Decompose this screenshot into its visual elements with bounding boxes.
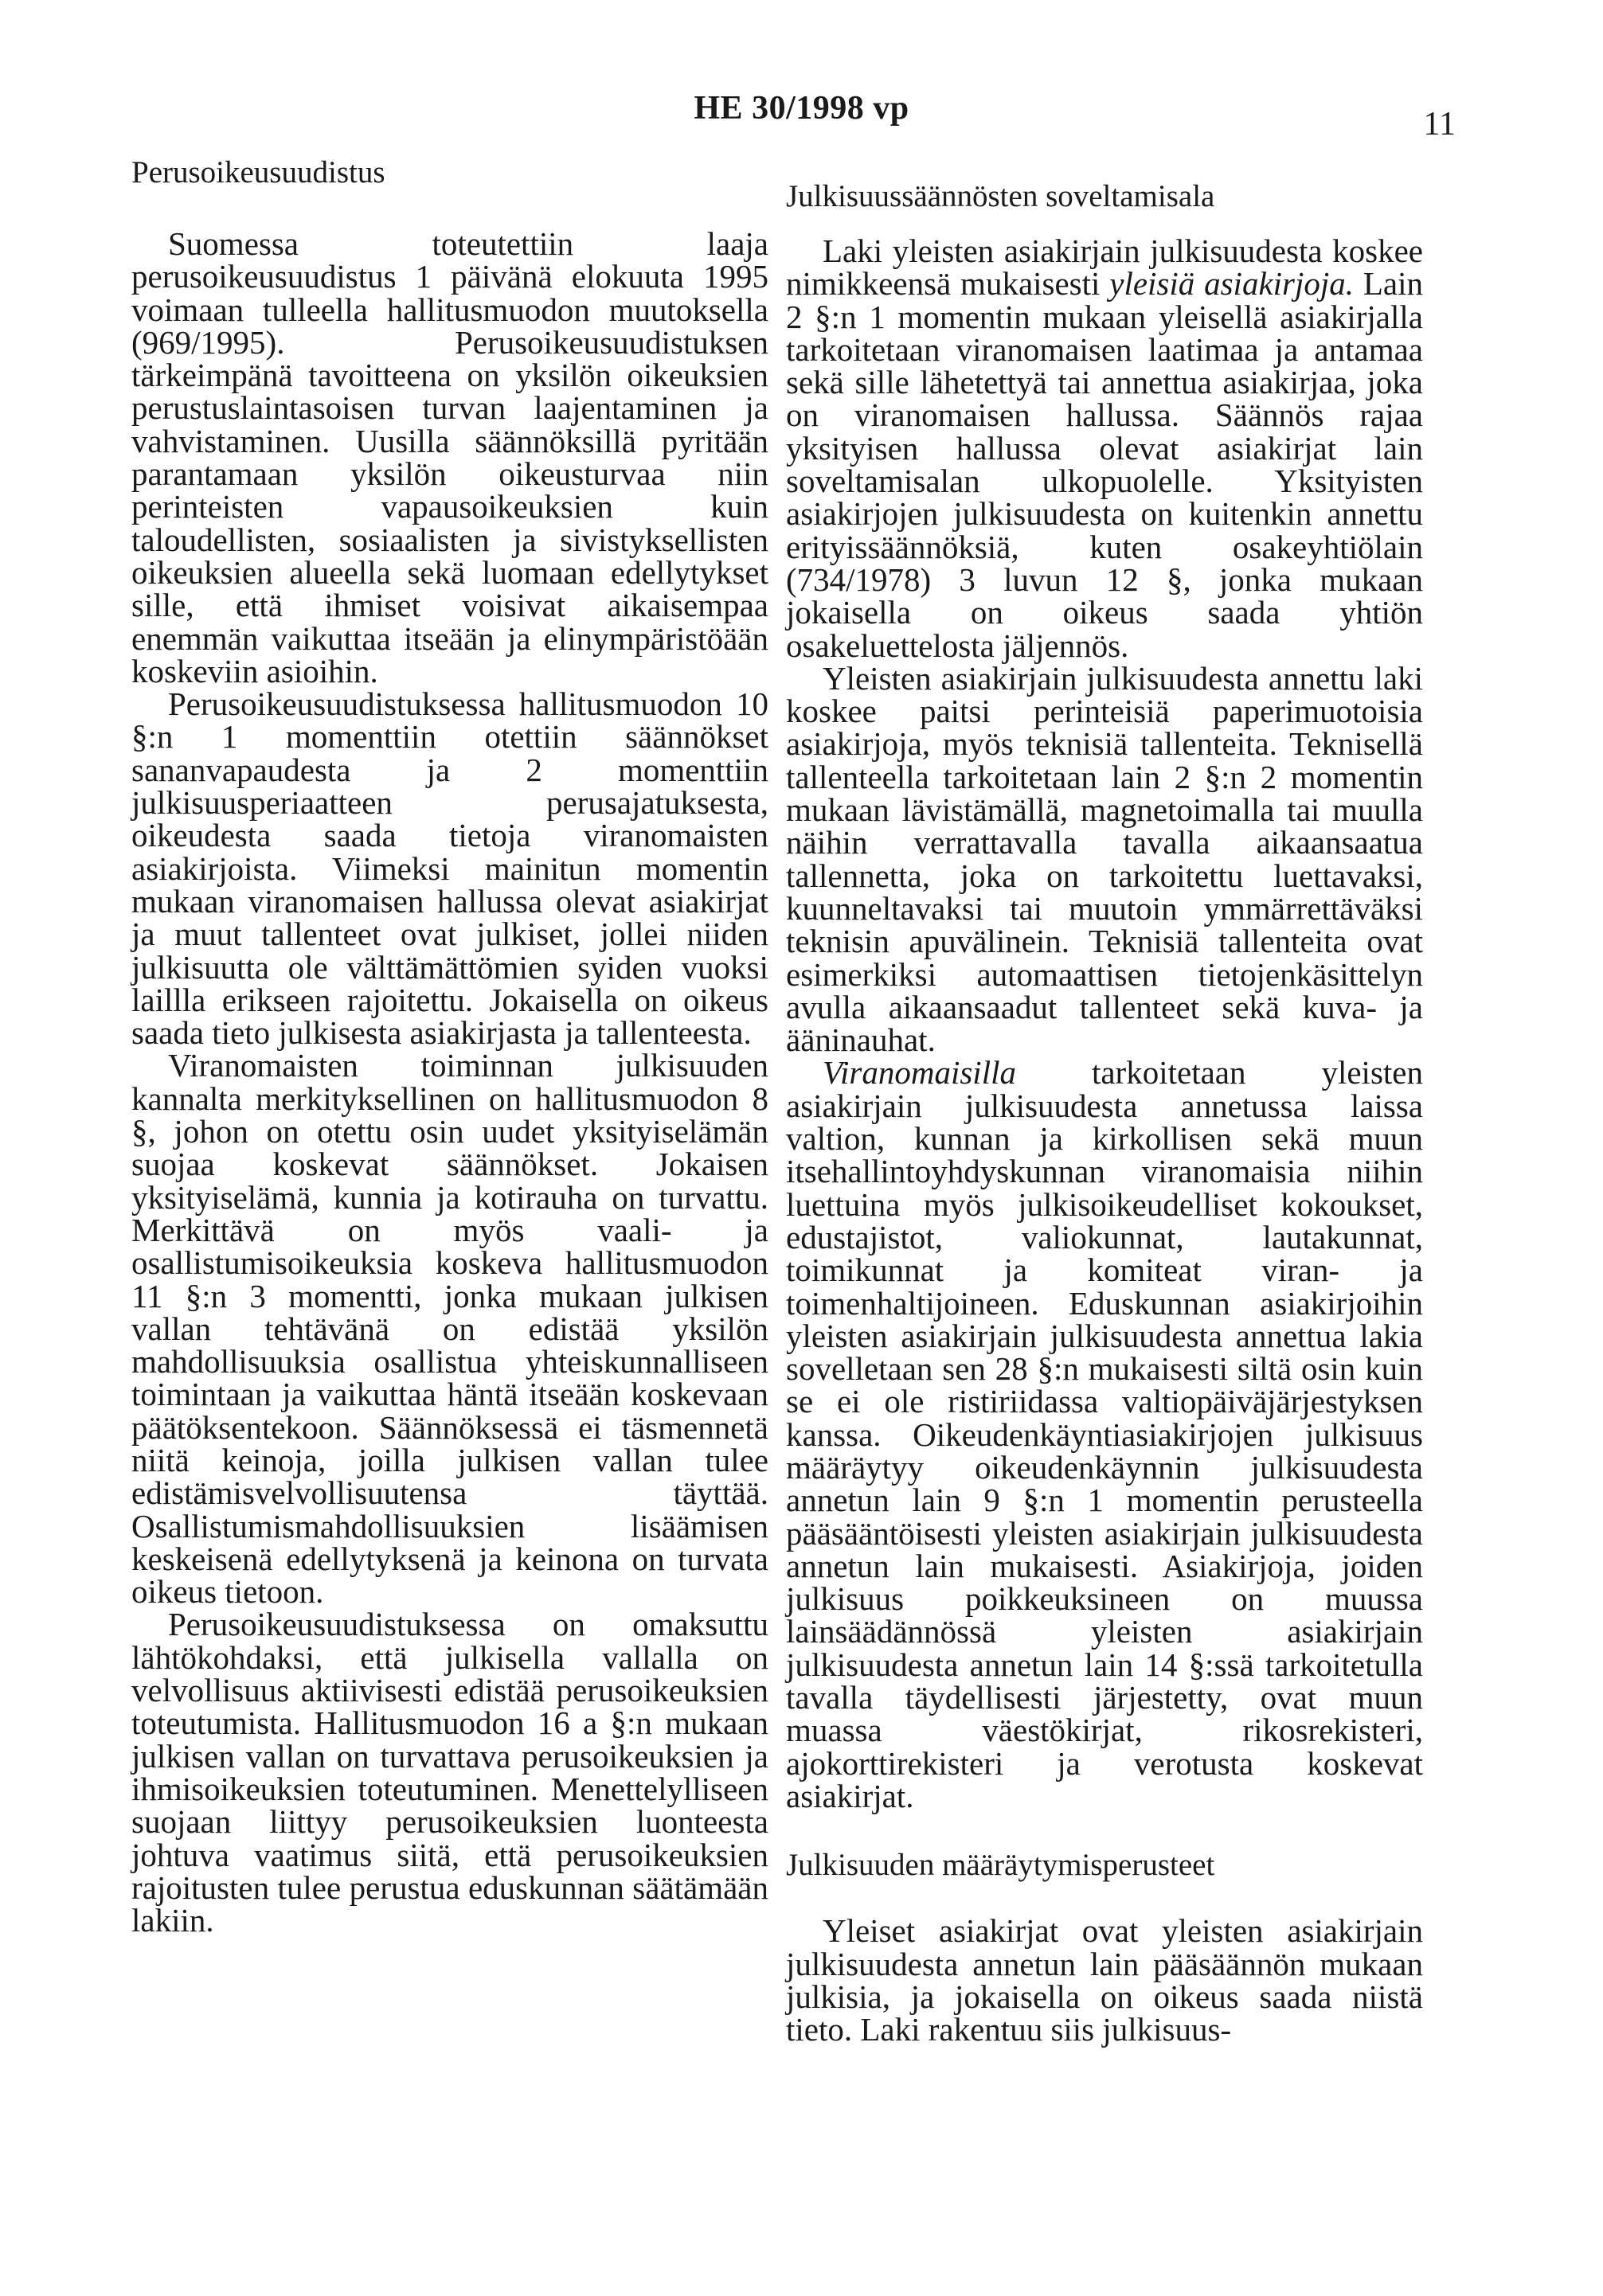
paragraph: Perusoikeusuudistuksessa hallitusmuodon 10 §:n 1 momenttiin otettiin säännökset sananvapaudesta ja 2 momenttiin julkisuusperiaatteen perusajatuksesta, oikeudesta saada tietoja viranomaisten asiakirjoista. Viimeksi mainitun momentin mukaan viranomaisen hallussa olevat asiakirjat ja muut tallenteet ovat julkiset, jollei niiden julkisuutta ole välttämättömien syiden vuoksi laillla erikseen rajoitettu. Jokaisella on oikeus saada tieto julkisesta asiakirjasta ja tallenteesta. (131, 685, 768, 1052)
paragraph (786, 232, 1423, 664)
italic-term: Viranomaisilla (823, 1054, 1016, 1091)
paragraph: Viranomaisten toiminnan julkisuuden kannalta merkityksellinen on hallitusmuodon 8 §, johon on otettu osin uudet yksityiselämän suojaa koskevat säännökset. Jokaisen yksityiselämä, kunnia ja kotirauha on turvattu. Merkittävä on myös vaali- ja osallistumisoikeuksia koskeva hallitusmuodon 11 §:n 3 momentti, jonka mukaan julkisen vallan tehtävänä on edistää yksilön mahdollisuuksia osallistua yhteiskunnalliseen toimintaan ja vaikuttaa häntä itseään koskevaan päätöksentekoon. Säännöksessä ei täsmennetä niitä keinoja, joilla julkisen vallan tulee edistämisvelvollisuutensa täyttää. Osallistumismahdollisuuksien lisäämisen keskeisenä edellytyksenä ja keinona on turvata oikeus tietoon. (131, 1047, 768, 1611)
page-number: 11 (1423, 106, 1456, 143)
section-heading-perusoikeusuudistus: Perusoikeusuudistus (131, 155, 385, 189)
paragraph-text: Laki yleisten asiakirjain julkisuudesta koskee nimikkeensä mukaisesti (786, 232, 1423, 303)
document-reference: HE 30/1998 vp (694, 90, 909, 127)
paragraph: Suomessa toteutettiin laaja perusoikeusuudistus 1 päivänä elokuuta 1995 voimaan tulleella hallitusmuodon muutoksella (969/1995). Perusoikeusuudistuksen tärkeimpänä tavoitteena on yksilön oikeuksien perustuslaintasoisen turvan laajentaminen ja vahvistaminen. Uusilla säännöksillä pyritään parantamaan yksilön oikeusturvaa niin perinteisten vapausoikeuksien kuin taloudellisten, sosiaalisten ja sivistyksellisten oikeuksien alueella sekä luomaan edellytykset sille, että ihmiset voisivat aikaisempaa enemmän vaikuttaa itseään ja elinympäristöään koskeviin asioihin. (131, 225, 768, 689)
paragraph-text: tarkoitetaan yleisten asiakirjain julkisuudesta annetussa laissa valtion, kunnan ja kirkollisen sekä muun itsehallintoyhdyskunnan viranomaisia niihin luettuina myös julkisoikeudelliset kokoukset, edustajistot, valiokunnat, lautakunnat, toimikunnat ja komiteat viran- ja toimenhaltijoineen. Eduskunnan asiakirjoihin yleisten asiakirjain julkisuudesta annettua lakia sovelletaan sen 28 §:n mukaisesti siltä osin kuin se ei ole ristiriidassa valtiopäiväjärjestyksen kanssa. Oikeudenkäyntiasiakirjojen julkisuus määräytyy oikeudenkäynnin julkisuudesta annetun lain 9 §:n 1 momentin perusteella pääsääntöisesti yleisten asiakirjain julkisuudesta annetun lain mukaisesti. Asiakirjoja, joiden julkisuus poikkeuksineen on muussa lainsäädännössä yleisten asiakirjain julkisuudesta annetun lain 14 §:ssä tarkoitetulla tavalla täydellisesti järjestetty, ovat muun muassa väestökirjat, rikosrekisteri, ajokorttirekisteri ja verotusta koskevat asiakirjat. (786, 1054, 1423, 1814)
paragraph: Yleiset asiakirjat ovat yleisten asiakirjain julkisuudesta annetun lain pääsäännön mukaan julkisia, ja jokaisella on oikeus saada niistä tieto. Laki rakentuu siis julkisuus- (786, 1912, 1423, 2048)
left-column (131, 156, 768, 1937)
paragraph (786, 1056, 1423, 1813)
paragraph: Perusoikeusuudistuksessa on omaksuttu lähtökohdaksi, että julkisella vallalla on velvollisuus aktiivisesti edistää perusoikeuksien toteutumista. Hallitusmuodon 16 a §:n mukaan julkisen vallan on turvattava perusoikeuksien ja ihmisoikeuksien toteutuminen. Menettelylliseen suojaan liittyy perusoikeuksien luonteesta johtuva vaatimus siitä, että perusoikeuksien rajoitusten tulee perustua eduskunnan säätämään lakiin. (131, 1606, 768, 1939)
section-heading-soveltamisala: Julkisuussäännösten soveltamisala (786, 179, 1215, 213)
paragraph-text: Lain 2 §:n 1 momentin mukaan yleisellä asiakirjalla tarkoitetaan viranomaisen laatimaa ja antamaa sekä sille lähetettyä tai annettua asiakirjaa, joka on viranomaisen hallussa. Säännös rajaa yksityisen hallussa olevat asiakirjat lain soveltamisalan ulkopuolelle. Yksityisten asiakirjojen julkisuudesta on kuitenkin annettu erityissäännöksiä, kuten osakeyhtiölain (734/1978) 3 luvun 12 §, jonka mukaan jokaisella on oikeus saada yhtiön osakeluettelosta jäljennös. (786, 265, 1423, 664)
page-header (0, 89, 1603, 145)
paragraph: Yleisten asiakirjain julkisuudesta annettu laki koskee paitsi perinteisiä paperimuotoisia asiakirjoja, myös teknisiä tallenteita. Teknisellä tallenteella tarkoitetaan lain 2 §:n 2 momentin mukaan lävistämällä, magnetoimalla tai muulla näihin verrattavalla tavalla aikaansaatua tallennetta, joka on tarkoitettu luettavaksi, kuunneltavaksi tai muutoin ymmärrettäväksi teknisin apuvälinein. Teknisiä tallenteita ovat esimerkiksi automaattisen tietojenkäsittelyn avulla aikaansaadut tallenteet sekä kuva- ja ääninauhat. (786, 659, 1423, 1059)
italic-term: yleisiä asiakirjoja. (1109, 265, 1355, 303)
right-column (786, 156, 1423, 2046)
section-heading-maaraytymisperusteet: Julkisuuden määräytymisperusteet (786, 1848, 1215, 1883)
